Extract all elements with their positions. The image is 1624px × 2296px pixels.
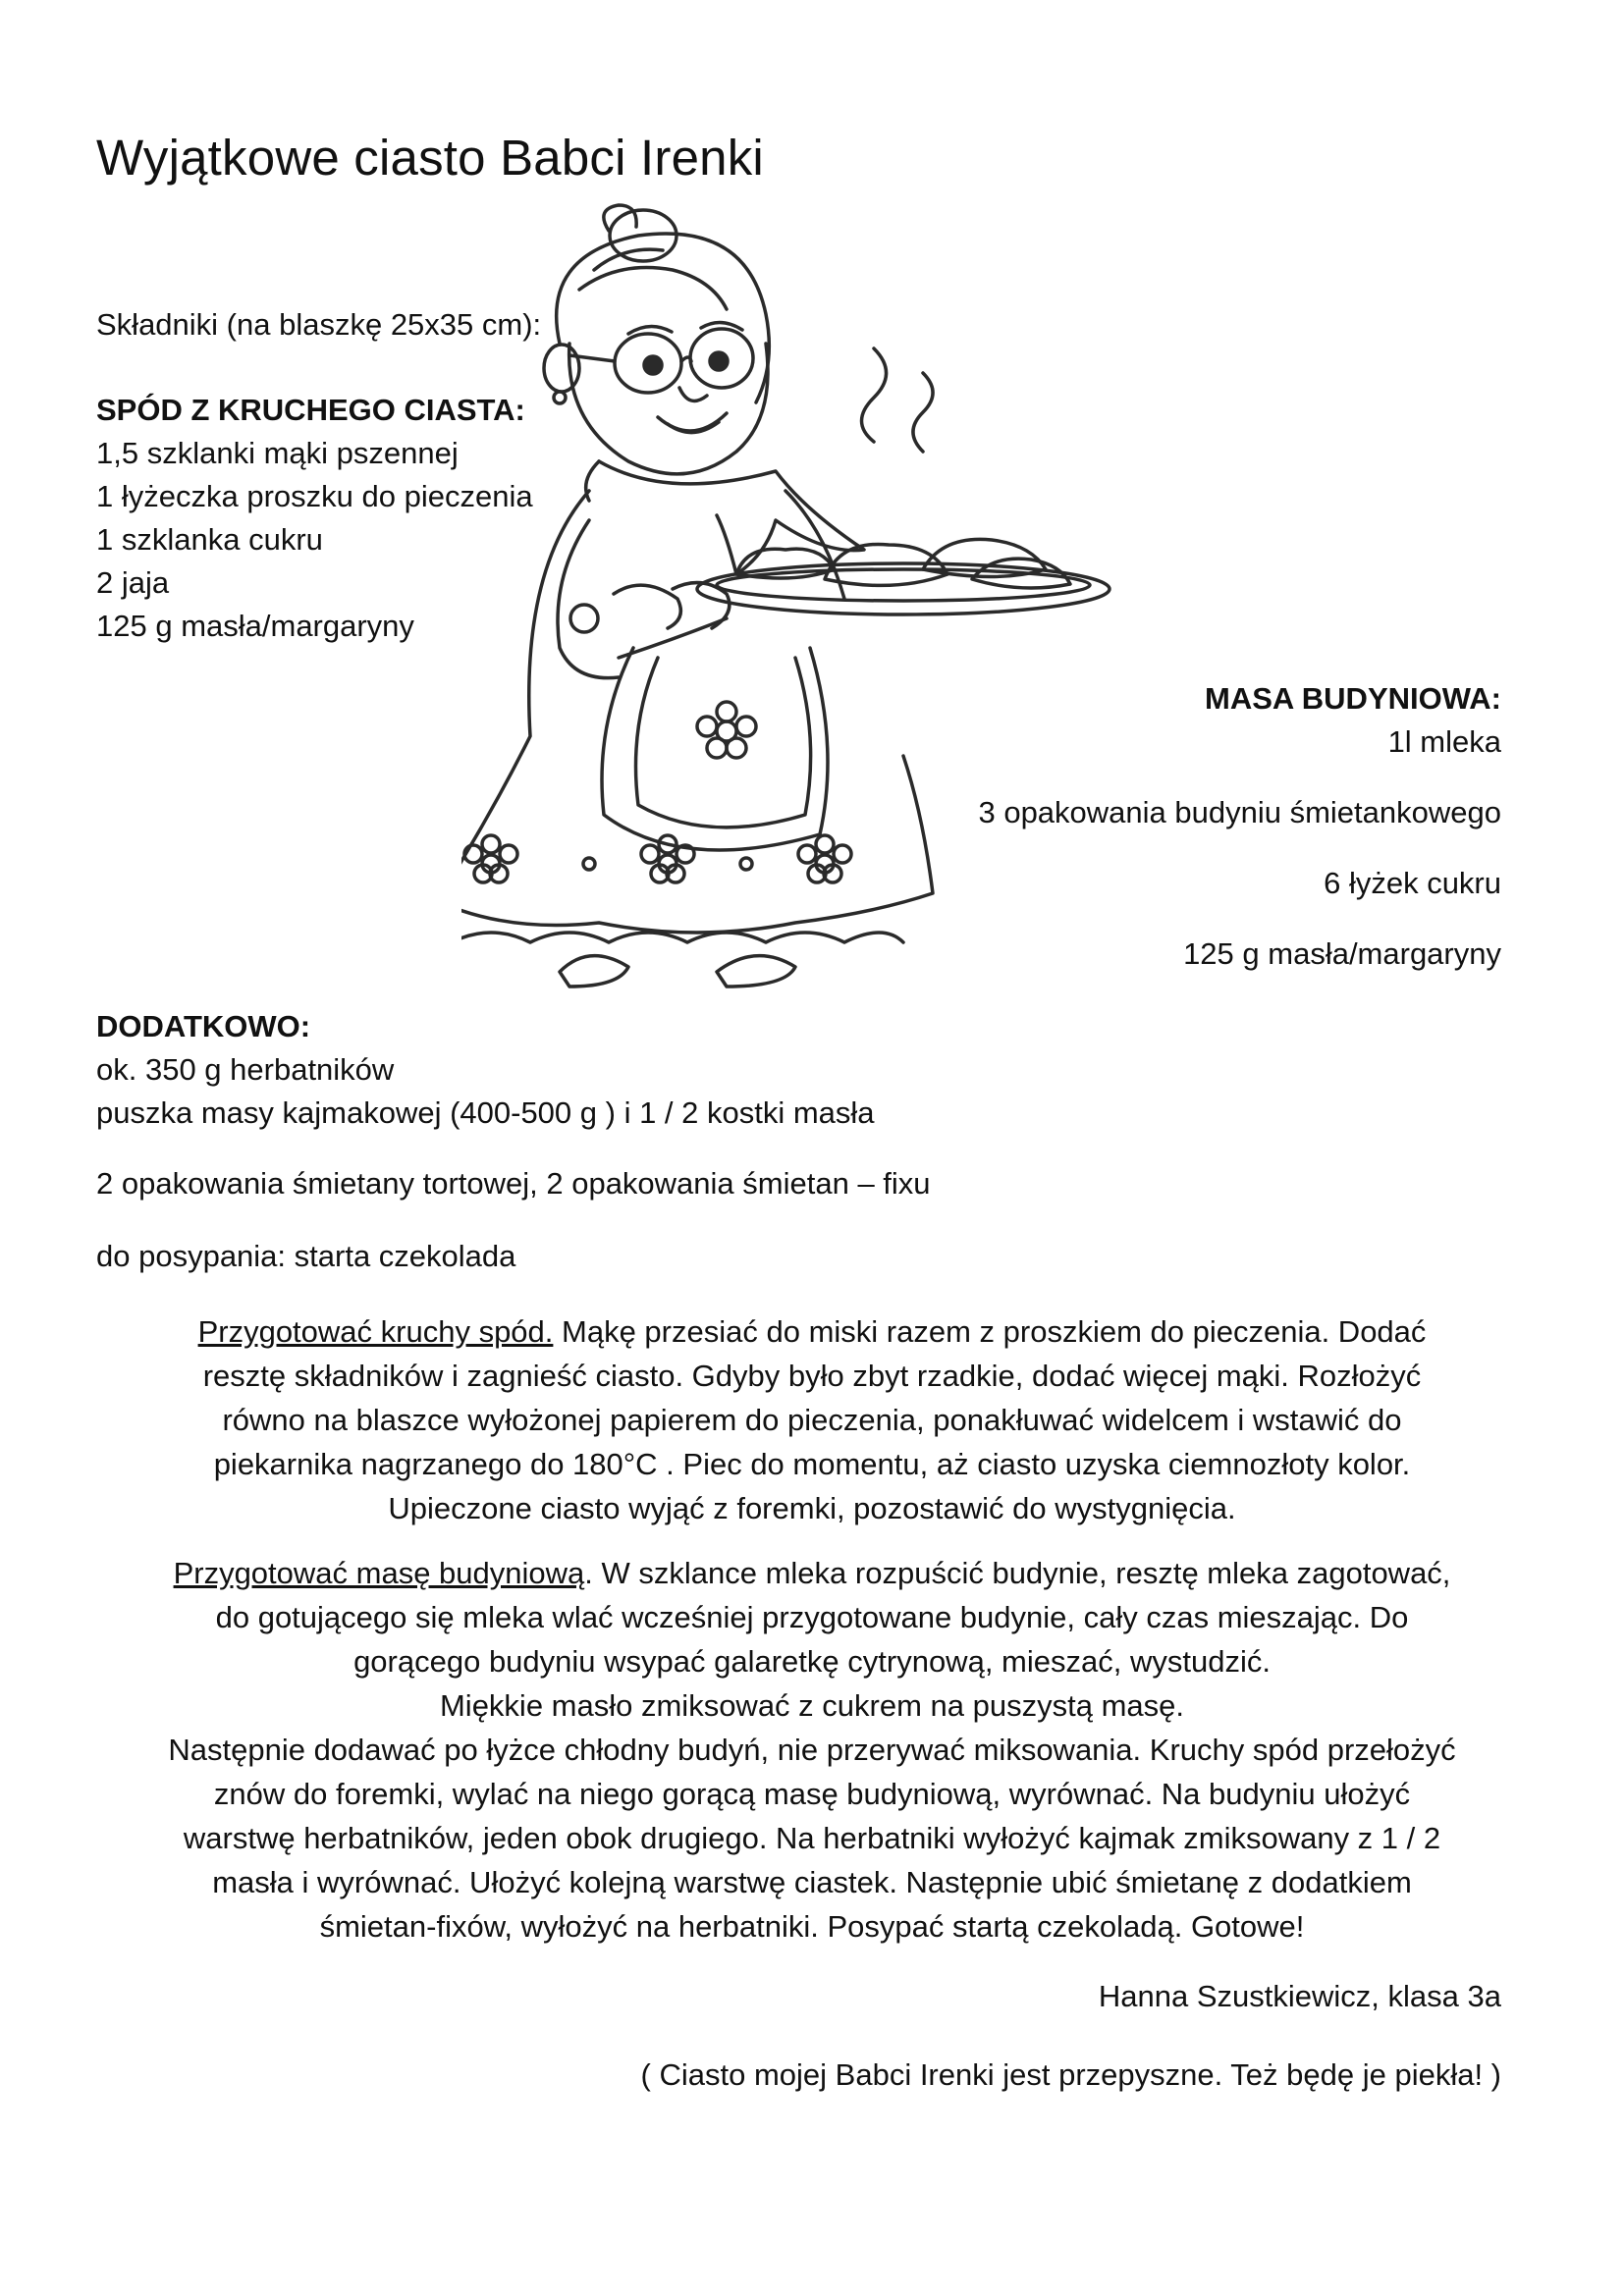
step1-line: piekarnika nagrzanego do 180°C . Piec do momentu, aż ciasto uzyska ciemnozłoty kolor. bbox=[213, 1447, 1411, 1481]
dodatkowo-item: puszka masy kajmakowej (400-500 g ) i 1 / 2 kostki masła bbox=[96, 1095, 875, 1130]
step1-line bbox=[0, 1309, 1624, 1354]
spod-item: 2 jaja bbox=[96, 565, 170, 600]
step2-first-line: . W szklance mleka rozpuścić budynie, resztę mleka zagotować, bbox=[584, 1556, 1451, 1590]
spod-item: 1 szklanka cukru bbox=[96, 522, 323, 557]
masa-item: 125 g masła/margaryny bbox=[1183, 936, 1501, 971]
dodatkowo-item: 2 opakowania śmietany tortowej, 2 opakowania śmietan – fixu bbox=[96, 1166, 931, 1201]
step2-line: śmietan-fixów, wyłożyć na herbatniki. Posypać startą czekoladą. Gotowe! bbox=[319, 1909, 1305, 1944]
spod-heading: SPÓD Z KRUCHEGO CIASTA: bbox=[96, 393, 525, 427]
spod-item: 1,5 szklanki mąki pszennej bbox=[96, 436, 459, 470]
step2-label: Przygotować masę budyniową bbox=[173, 1556, 585, 1590]
step2-line: Następnie dodawać po łyżce chłodny budyń, nie przerywać miksowania. Kruchy spód przełożyć bbox=[168, 1733, 1456, 1767]
spod-item: 1 łyżeczka proszku do pieczenia bbox=[96, 479, 533, 513]
page-title: Wyjątkowe ciasto Babci Irenki bbox=[96, 130, 764, 186]
step2-line: masła i wyrównać. Ułożyć kolejną warstwę ciastek. Następnie ubić śmietanę z dodatkiem bbox=[212, 1865, 1412, 1899]
masa-heading: MASA BUDYNIOWA: bbox=[1205, 681, 1501, 716]
dodatkowo-item: ok. 350 g herbatników bbox=[96, 1052, 395, 1087]
masa-item: 1l mleka bbox=[1387, 724, 1501, 759]
grandma-with-cookies-illustration bbox=[461, 196, 1149, 1011]
dodatkowo-item: do posypania: starta czekolada bbox=[96, 1239, 516, 1273]
ingredients-intro: Składniki (na blaszkę 25x35 cm): bbox=[96, 307, 542, 342]
step2-paragraph bbox=[0, 1551, 1624, 1949]
spod-list bbox=[96, 432, 533, 648]
masa-item: 6 łyżek cukru bbox=[1324, 866, 1501, 900]
step2-line: gorącego budyniu wsypać galaretkę cytrynową, mieszać, wystudzić. bbox=[353, 1644, 1271, 1679]
masa-item: 3 opakowania budyniu śmietankowego bbox=[978, 795, 1501, 829]
step2-line: znów do foremki, wylać na niego gorącą masę budyniową, wyrównać. Na budyniu ułożyć bbox=[213, 1777, 1411, 1811]
author-signature: Hanna Szustkiewicz, klasa 3a bbox=[1098, 1979, 1501, 2013]
step1-line: resztę składników i zagnieść ciasto. Gdyby było zbyt rzadkie, dodać więcej mąki. Rozłożyć bbox=[202, 1359, 1422, 1393]
step2-line: warstwę herbatników, jeden obok drugiego. Na herbatniki wyłożyć kajmak zmiksowany z 1 / 2 bbox=[183, 1821, 1441, 1855]
step1-label: Przygotować kruchy spód. bbox=[197, 1314, 554, 1349]
step2-line: Miękkie masło zmiksować z cukrem na puszystą masę. bbox=[439, 1688, 1184, 1723]
step1-line: równo na blaszce wyłożonej papierem do pieczenia, ponakłuwać widelcem i wstawić do bbox=[222, 1403, 1402, 1437]
closing-note: ( Ciasto mojej Babci Irenki jest przepyszne. Też będę je piekła! ) bbox=[640, 2057, 1501, 2092]
spod-item: 125 g masła/margaryny bbox=[96, 609, 414, 643]
step2-line bbox=[0, 1551, 1624, 1595]
step1-line: Upieczone ciasto wyjąć z foremki, pozostawić do wystygnięcia. bbox=[388, 1491, 1236, 1525]
dodatkowo-heading: DODATKOWO: bbox=[96, 1009, 311, 1043]
step1-first-line: Mąkę przesiać do miski razem z proszkiem do pieczenia. Dodać bbox=[553, 1314, 1427, 1349]
step1-paragraph bbox=[0, 1309, 1624, 1530]
step2-line: do gotującego się mleka wlać wcześniej przygotowane budynie, cały czas mieszając. Do bbox=[215, 1600, 1409, 1634]
